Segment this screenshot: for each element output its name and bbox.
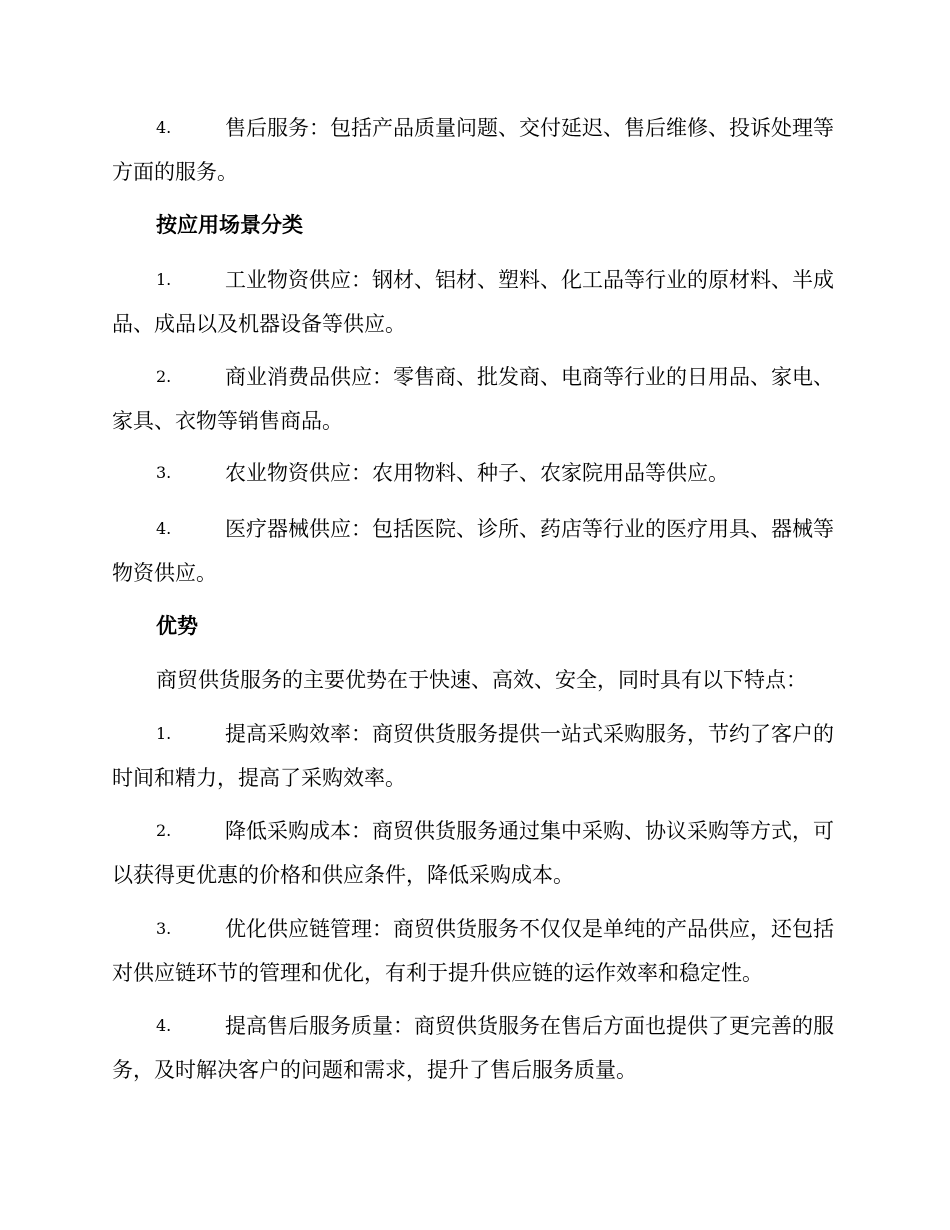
list-item [112, 507, 834, 595]
list-item [112, 258, 834, 346]
section-heading-advantage: 优势 [156, 614, 198, 638]
list-item [112, 1004, 834, 1092]
list-number: 4. [156, 118, 172, 137]
list-text: 降低采购成本：商贸供货服务通过集中采购、协议采购等方式，可以获得更优惠的价格和供应条件，降低采购成本。 [112, 819, 834, 887]
section-heading-scene: 按应用场景分类 [156, 213, 303, 237]
list-number: 2. [156, 821, 172, 840]
list-item [112, 451, 834, 495]
list-number: 4. [156, 1016, 172, 1035]
list-item [112, 907, 834, 995]
list-item [112, 712, 834, 800]
list-text: 提高售后服务质量：商贸供货服务在售后方面也提供了更完善的服务，及时解决客户的问题和需求，提升了售后服务质量。 [112, 1014, 834, 1082]
list-text: 售后服务：包括产品质量问题、交付延迟、售后维修、投诉处理等方面的服务。 [112, 116, 834, 184]
list-text: 商业消费品供应：零售商、批发商、电商等行业的日用品、家电、家具、衣物等销售商品。 [112, 365, 834, 433]
list-number: 1. [156, 270, 172, 289]
list-item [112, 355, 834, 443]
list-text: 提高采购效率：商贸供货服务提供一站式采购服务，节约了客户的时间和精力，提高了采购效率。 [112, 722, 834, 790]
list-number: 2. [156, 367, 172, 386]
list-text: 工业物资供应：钢材、铝材、塑料、化工品等行业的原材料、半成品、成品以及机器设备等供应。 [112, 268, 834, 336]
list-number: 1. [156, 724, 172, 743]
list-number: 3. [156, 919, 172, 938]
list-item [112, 106, 834, 194]
advantage-intro: 商贸供货服务的主要优势在于快速、高效、安全，同时具有以下特点： [156, 668, 807, 692]
list-text: 农业物资供应：农用物料、种子、农家院用品等供应。 [225, 461, 729, 485]
list-text: 优化供应链管理：商贸供货服务不仅仅是单纯的产品供应，还包括对供应链环节的管理和优化，有利于提升供应链的运作效率和稳定性。 [112, 917, 834, 985]
list-number: 3. [156, 463, 172, 482]
list-number: 4. [156, 519, 172, 538]
list-text: 医疗器械供应：包括医院、诊所、药店等行业的医疗用具、器械等物资供应。 [112, 517, 834, 585]
list-item [112, 809, 834, 897]
